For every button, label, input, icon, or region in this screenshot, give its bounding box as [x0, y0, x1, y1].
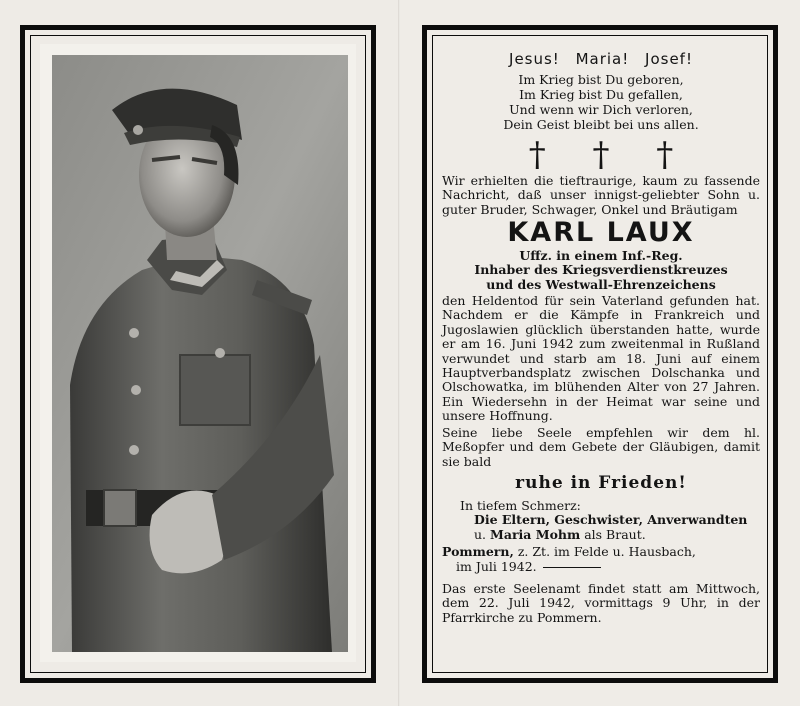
mourners-line: u. Maria Mohm als Braut.	[474, 526, 646, 542]
mourners-line	[460, 513, 760, 527]
date: im Juli 1942.	[456, 558, 537, 574]
memorial-text	[442, 42, 760, 662]
rest-in-peace: ruhe in Frieden!	[515, 472, 687, 493]
grief-line: In tiefem Schmerz:	[460, 497, 581, 513]
intro-text: Wir erhielten die tieftraurige, kaum zu fassende Nachricht, daß unser innigst-geliebter Sohn u. guter Bruder, Schwager, Onkel und Bräutigam	[442, 173, 760, 217]
soldier-portrait-photo	[52, 55, 348, 652]
mourners	[442, 499, 760, 542]
place-date: Pommern, z. Zt. im Felde u. Hausbach, im Juli 1942.	[442, 544, 696, 574]
place-name: Pommern,	[442, 544, 514, 560]
military-rank: Uffz. in einem Inf.-Reg.	[519, 248, 683, 264]
decorations	[442, 263, 760, 292]
three-crosses-icon: † † †	[528, 135, 692, 175]
poem-line: Im Krieg bist Du geboren,	[518, 72, 684, 87]
prayer-text: Seine liebe Seele empfehlen wir dem hl. Meßopfer und dem Gebete der Gläubigen, damit sie bald	[442, 424, 760, 469]
bride-name: Maria Mohm	[490, 526, 581, 542]
poem-line: Und wenn wir Dich verloren,	[509, 102, 693, 117]
poem-line: Im Krieg bist Du gefallen,	[519, 87, 683, 102]
mourners-family: Die Eltern, Geschwister, Anverwandten	[474, 512, 748, 528]
heading: Jesus! Maria! Josef!	[509, 50, 693, 68]
death-account: den Heldentod für sein Vaterland gefunden hat. Nachdem er die Kämpfe in Frankreich und Jugoslawien glücklich überstanden hatte, wurde er am 16. Juni 1942 zum zweitenmal in Rußland verwundet und starb am 18. Juni auf einem Hauptverbandsplatz zwischen Dolschanka und Olschowatka, im blühenden Alter von 27 Jahren. Ein Wiedersehn in der Heimat war seine und unsere Hoffnung.	[442, 293, 760, 424]
deceased-name: KARL LAUX	[507, 217, 695, 249]
service-notice: Das erste Seelenamt findet statt am Mittwoch, dem 22. Juli 1942, vormittags 9 Uhr, in der Pfarrkirche zu Pommern.	[442, 580, 760, 625]
signature-line	[543, 567, 601, 568]
poem	[442, 72, 760, 132]
decoration-line: Inhaber des Kriegsverdienstkreuzes	[474, 262, 728, 278]
decoration-line: und des Westwall-Ehrenzeichens	[486, 276, 716, 292]
poem-line: Dein Geist bleibt bei uns allen.	[503, 117, 699, 132]
